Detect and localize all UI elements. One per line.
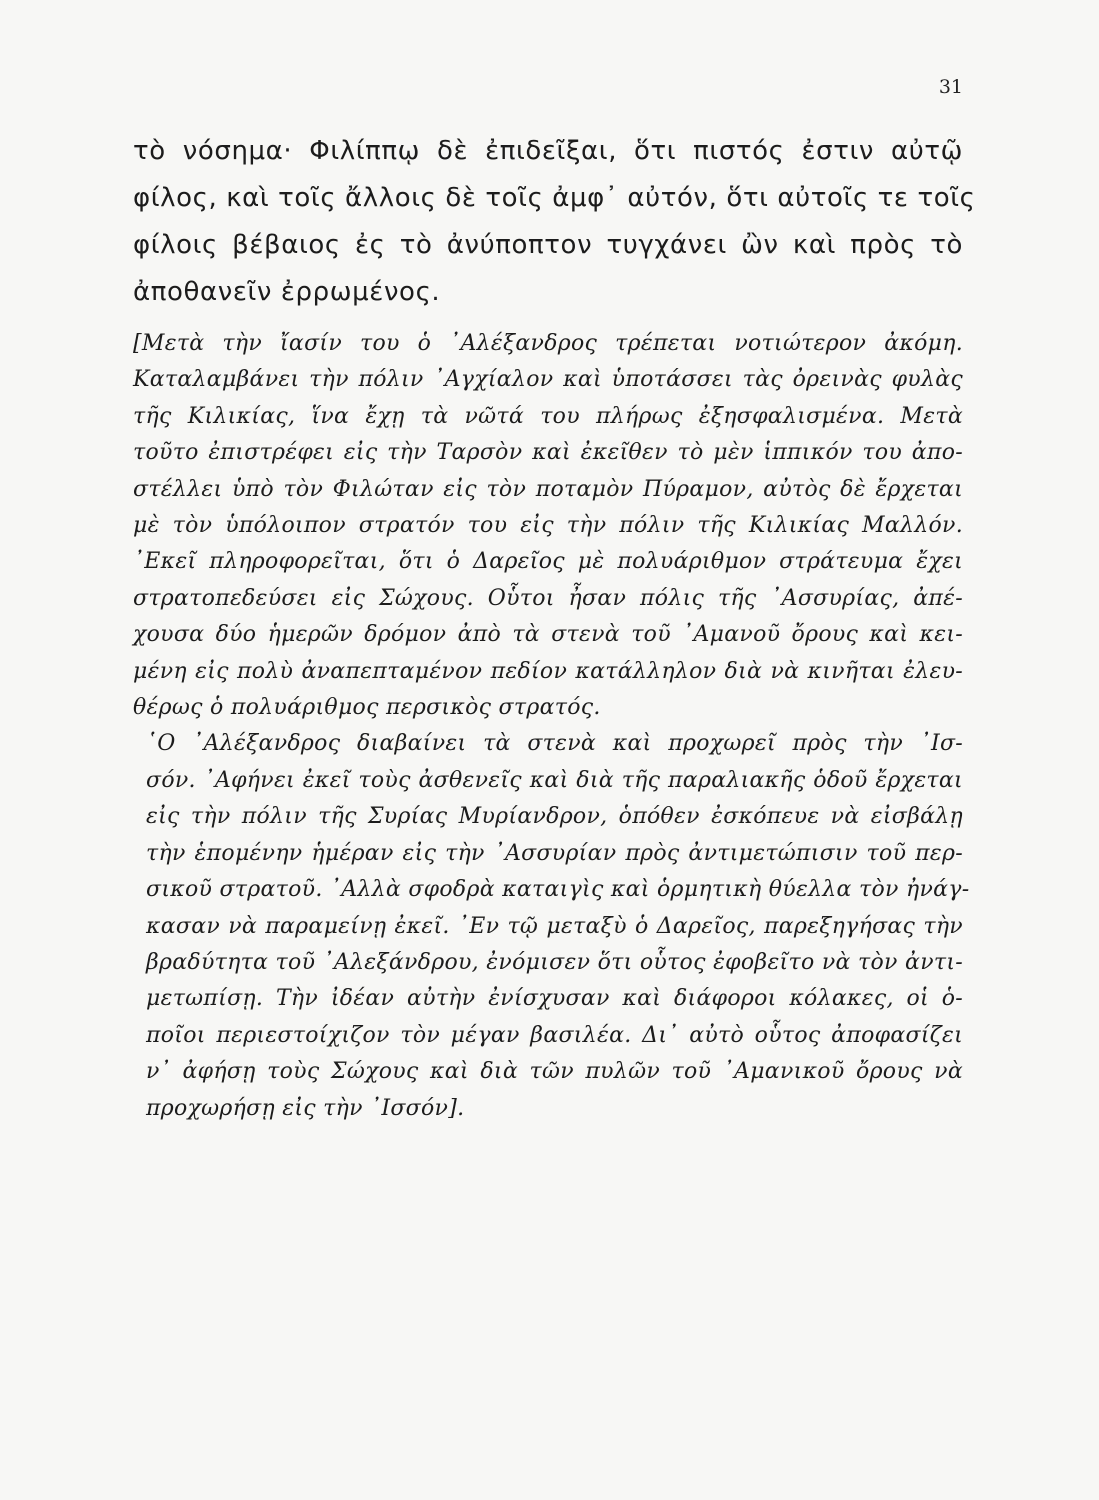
italic-commentary bbox=[133, 326, 970, 1127]
commentary-line: ῾Ο ᾽Αλέξανδρος διαβαίνει τὰ στενὰ καὶ προχωρεῖ πρὸς τὴν ᾽Ισ- bbox=[146, 731, 963, 757]
commentary-line: προχωρήσῃ εἰς τὴν ᾽Ισσόν]. bbox=[146, 1095, 465, 1121]
commentary-line: στρατοπεδεύσει εἰς Σώχους. Οὗτοι ἦσαν πόλις τῆς ᾽Ασσυρίας, ἀπέ- bbox=[133, 585, 963, 611]
commentary-line: τὴν ἑπομένην ἡμέραν εἰς τὴν ᾽Ασσυρίαν πρὸς ἀντιμετώπισιν τοῦ περ- bbox=[146, 840, 963, 866]
quotation-line: τὸ νόσημα· Φιλίππῳ δὲ ἐπιδεῖξαι, ὅτι πιστός ἐστιν αὐτῷ bbox=[133, 136, 963, 166]
commentary-line: στέλλει ὑπὸ τὸν Φιλώταν εἰς τὸν ποταμὸν Πύραμον, αὐτὸς δὲ ἔρχεται bbox=[133, 476, 963, 502]
quotation-line: ἀποθανεῖν ἐρρωμένος. bbox=[133, 277, 441, 307]
page-number: 31 bbox=[938, 76, 963, 98]
commentary-line: τῆς Κιλικίας, ἵνα ἔχῃ τὰ νῶτά του πλήρως ἐξησφαλισμένα. Μετὰ bbox=[133, 403, 963, 429]
commentary-line: τοῦτο ἐπιστρέφει εἰς τὴν Ταρσὸν καὶ ἐκεῖθεν τὸ μὲν ἱππικόν του ἀπο- bbox=[133, 440, 963, 466]
commentary-paragraph-1 bbox=[133, 326, 963, 726]
commentary-line: Καταλαμβάνει τὴν πόλιν ᾽Αγχίαλον καὶ ὑποτάσσει τὰς ὀρεινὰς φυλὰς bbox=[133, 367, 963, 393]
commentary-line: μὲ τὸν ὑπόλοιπον στρατόν του εἰς τὴν πόλιν τῆς Κιλικίας Μαλλόν. bbox=[133, 513, 963, 539]
commentary-paragraph-2 bbox=[133, 726, 970, 1126]
quotation-line: φίλος, καὶ τοῖς ἄλλοις δὲ τοῖς ἀμφ᾽ αὐτόν, ὅτι αὐτοῖς τε τοῖς bbox=[133, 183, 976, 213]
ancient-greek-quotation bbox=[133, 128, 976, 316]
commentary-line: κασαν νὰ παραμείνῃ ἐκεῖ. ᾽Εν τῷ μεταξὺ ὁ Δαρεῖος, παρεξηγήσας τὴν bbox=[146, 913, 963, 939]
commentary-line: θέρως ὁ πολυάριθμος περσικὸς στρατός. bbox=[133, 695, 601, 721]
commentary-line: βραδύτητα τοῦ ᾽Αλεξάνδρου, ἐνόμισεν ὅτι οὗτος ἐφοβεῖτο νὰ τὸν ἀντι- bbox=[146, 949, 963, 975]
commentary-line: ποῖοι περιεστοίχιζον τὸν μέγαν βασιλέα. Δι᾽ αὐτὸ οὗτος ἀποφασίζει bbox=[146, 1022, 963, 1048]
commentary-line: ν᾽ ἀφήσῃ τοὺς Σώχους καὶ διὰ τῶν πυλῶν τοῦ ᾽Αμανικοῦ ὄρους νὰ bbox=[146, 1059, 963, 1085]
commentary-line: μένη εἰς πολὺ ἀναπεπταμένον πεδίον κατάλληλον διὰ νὰ κινῆται ἐλευ- bbox=[133, 658, 963, 684]
commentary-line: σόν. ᾽Αφήνει ἐκεῖ τοὺς ἀσθενεῖς καὶ διὰ τῆς παραλιακῆς ὁδοῦ ἔρχεται bbox=[146, 767, 963, 793]
commentary-line: ᾽Εκεῖ πληροφορεῖται, ὅτι ὁ Δαρεῖος μὲ πολυάριθμον στράτευμα ἔχει bbox=[133, 549, 963, 575]
commentary-line: χουσα δύο ἡμερῶν δρόμον ἀπὸ τὰ στενὰ τοῦ ᾽Αμανοῦ ὄρους καὶ κει- bbox=[133, 622, 963, 648]
quotation-line: φίλοις βέβαιος ἐς τὸ ἀνύποπτον τυγχάνει ὢν καὶ πρὸς τὸ bbox=[133, 230, 963, 260]
commentary-line: [Μετὰ τὴν ἴασίν του ὁ ᾽Αλέξανδρος τρέπεται νοτιώτερον ἀκόμη. bbox=[133, 331, 963, 356]
commentary-line: σικοῦ στρατοῦ. ᾽Αλλὰ σφοδρὰ καταιγὶς καὶ ὁρμητικὴ θύελλα τὸν ἠνάγ- bbox=[146, 877, 970, 903]
commentary-line: μετωπίσῃ. Τὴν ἰδέαν αὐτὴν ἐνίσχυσαν καὶ διάφοροι κόλακες, οἱ ὁ- bbox=[146, 986, 963, 1012]
commentary-line: εἰς τὴν πόλιν τῆς Συρίας Μυρίανδρον, ὁπόθεν ἐσκόπευε νὰ εἰσβάλῃ bbox=[146, 804, 963, 830]
